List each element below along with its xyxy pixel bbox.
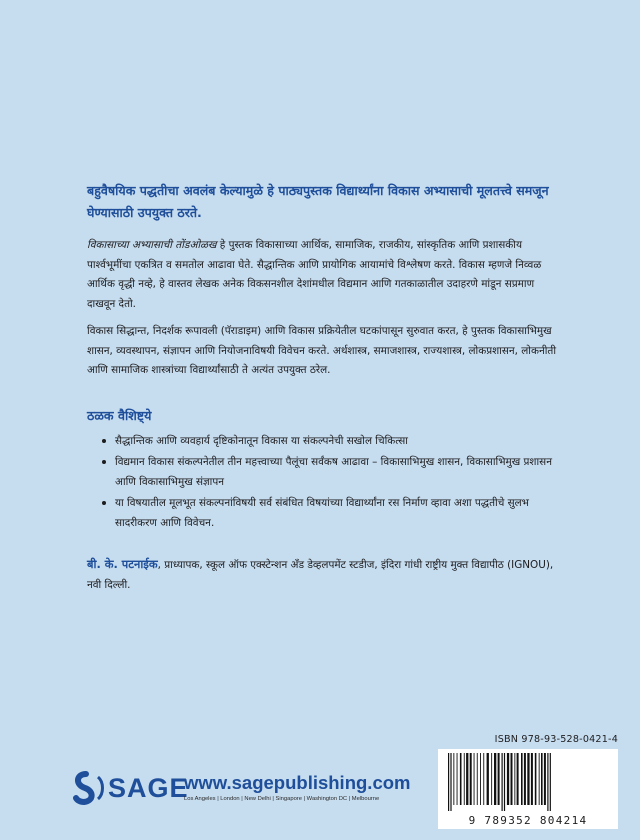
barcode-bar — [494, 753, 496, 805]
barcode-bar — [514, 753, 515, 805]
barcode-bar — [550, 753, 551, 811]
barcode-bar — [474, 753, 475, 805]
barcode-bar — [483, 753, 484, 805]
barcode-bar — [541, 753, 543, 805]
publisher-website[interactable]: www.sagepublishing.com — [184, 772, 411, 793]
barcode-bar — [527, 753, 529, 805]
barcode-bar — [491, 753, 492, 805]
author-affiliation: , प्राध्यापक, स्कूल ऑफ एक्स्टेन्शन अँड डेव्हलपमेंट स्टडीज, इंदिरा गांधी राष्ट्रीय मुक्त विद्यापीठ (IGNOU), नवी दिल्ली. — [87, 559, 554, 591]
isbn-label: ISBN 978-93-528-0421-4 — [494, 734, 618, 745]
book-title: विकासाच्या अभ्यासाची तोंडओळख — [87, 239, 217, 251]
barcode-bar — [524, 753, 526, 805]
barcode — [438, 749, 618, 829]
barcode-digits: 9 789352 804214 — [468, 814, 588, 827]
barcode-bar — [511, 753, 513, 805]
barcode-bar — [470, 753, 472, 805]
barcode-bar — [521, 753, 523, 805]
barcode-bar — [453, 753, 454, 805]
barcode-bar — [547, 753, 548, 811]
key-features-heading: ठळक वैशिष्ट्ये — [87, 407, 152, 423]
sage-logo — [72, 768, 189, 808]
feature-item: विद्यमान विकास संकल्पनेतील तीन महत्त्वाच्या पैलूंचा सर्वंकष आढावा – विकासाभिमुख शासन, विकासाभिमुख प्रशासन आणि विकासाभिमुख संज्ञापन — [115, 453, 557, 492]
barcode-bar — [544, 753, 546, 805]
description-paragraph-1 — [87, 236, 557, 314]
description-paragraph-2: विकास सिद्धान्त, निदर्शक रूपावली (पॅराडाइम) आणि विकास प्रक्रियेतील घटकांपासून सुरुवात करत, हे पुस्तक विकासाभिमुख शासन, व्यवस्थापन, संज्ञापन आणि नियोजनाविषयी विवेचन करते. अर्थशास्त्र, समाजशास्त्र, राज्यशास्त्र, लोकप्रशासन, लोकनीती आणि सामाजिक शास्त्रांच्या विद्यार्थ्यांसाठी ते अत्यंत उपयुक्त ठरेल. — [87, 325, 557, 376]
barcode-bar — [517, 753, 519, 805]
barcode-bar — [498, 753, 500, 805]
barcode-bar — [535, 753, 537, 805]
barcode-bar — [457, 753, 458, 805]
barcode-bar — [507, 753, 509, 805]
barcode-bars — [444, 753, 612, 813]
key-features-list — [87, 432, 557, 534]
barcode-bar — [539, 753, 540, 805]
barcode-bar — [477, 753, 478, 805]
barcode-bar — [466, 753, 468, 805]
feature-item: सैद्धान्तिक आणि व्यवहार्य दृष्टिकोनातून विकास या संकल्पनेची सखोल चिकित्सा — [115, 432, 557, 452]
barcode-bar — [460, 753, 462, 805]
barcode-bar — [531, 753, 533, 805]
back-cover-text — [87, 180, 557, 595]
sage-swirl-icon — [72, 768, 108, 808]
author-bio — [87, 555, 557, 595]
barcode-bar — [448, 753, 449, 811]
description-text-1: हे पुस्तक विकासाच्या आर्थिक, सामाजिक, राजकीय, सांस्कृतिक आणि प्रशासकीय पार्श्वभूमींचा एकत्रित व समतोल आढावा घेते. सैद्धान्तिक आणि प्रायोगिक आयामांचे विश्लेषण करते. विकास म्हणजे निव्वळ आर्थिक वृद्धी नव्हे, हे वास्तव लेखक अनेक विकसनशील देशांमधील विद्यमान आणि गतकाळातील उदाहरणे मांडून सप्रमाण दाखवून देतो. — [87, 239, 542, 310]
sage-wordmark: SAGE — [108, 773, 189, 803]
barcode-bar — [450, 753, 451, 811]
barcode-bar — [502, 753, 503, 811]
barcode-bar — [504, 753, 505, 811]
barcode-bar — [480, 753, 481, 805]
feature-item: या विषयातील मूलभूत संकल्पनांविषयी सर्व संबंधित विषयांच्या विद्यार्थ्यांना रस निर्माण व्हावा अशा पद्धतीचे सुलभ सादरीकरण आणि विवेचन. — [115, 494, 557, 533]
lead-statement: बहुवैषयिक पद्धतीचा अवलंब केल्यामुळे हे पाठ्यपुस्तक विद्यार्थ्यांना विकास अभ्यासाची मूलतत्त्वे समजून घेण्यासाठी उपयुक्त ठरते. — [87, 183, 549, 220]
isbn-block — [438, 734, 618, 830]
barcode-bar — [487, 753, 489, 805]
barcode-bar — [464, 753, 465, 805]
author-name: बी. के. पटनाईक — [87, 557, 158, 571]
publisher-cities: Los Angeles | London | New Delhi | Singapore | Washington DC | Melbourne — [184, 796, 380, 802]
